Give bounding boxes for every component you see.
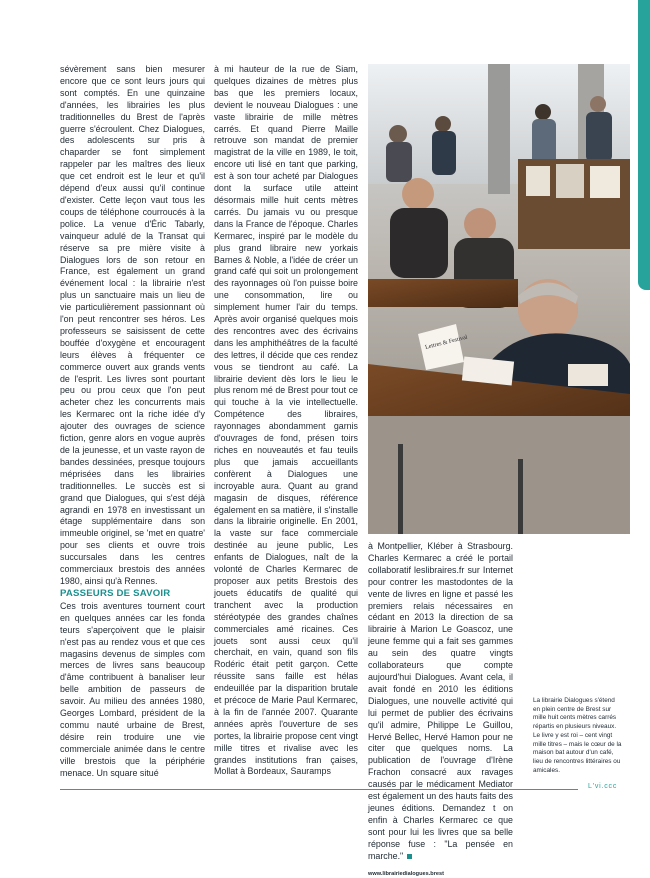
article-column-2	[214, 64, 358, 778]
article-paragraph: Ces trois aventures tournent court en quelques années car les fonda teurs s'aperçoivent que le plaisir n'est pas au rendez vous et que ces magasins devenus de simples com merces de livres sans beaucoup d'âme contribuent à banaliser leur belle ambition de passeurs de savoir. Au milieu des années 1980, Georges Lombard, président de la commu nauté urbaine de Brest, désire rein troduire une vie commerciale animée dans le centre ville brestois que la périphérie menace. Un square situé	[60, 600, 205, 778]
bookstore-cafe-photo	[368, 64, 630, 534]
article-paragraph	[368, 541, 513, 862]
article-paragraph-text: à Montpellier, Kléber à Strasbourg. Charles Kermarec a créé le portail collaboratif leslibraires.fr sur Internet pour contrer les mastodontes de la vente de livres en ligne et passé les premiers relais nécessaires en cédant en 2013 la direction de sa librairie à Marion Le Goascoz, une jeune femme qui a fait ses gammes au sein des quatre vingts collaborateurs que compte aujourd'hui Dialogues. Avant cela, il avait fondé en 2010 les éditions Dialogues, une nouvelle activité qui lui permet de publier des écrivains qu'il admire, Philippe Le Guillou, Hervé Bellec, Hervé Hamon pour ne citer que quelques noms. La publication de l'ouvrage d'Irène Frachon consacré aux ravages causés par le médicament Mediator est également un des hauts faits des jeunes éditions. Demandez t on enfin à Charles Kermarec ce que sont pour lui les livres que sa belle réponse fuse : "La pensée en marche."	[368, 541, 513, 861]
article-column-1	[60, 64, 205, 779]
article-column-3	[368, 541, 513, 878]
section-tab	[638, 0, 650, 290]
section-heading: PASSEURS DE SAVOIR	[60, 587, 171, 599]
article-paragraph: à mi hauteur de la rue de Siam, quelques dizaines de mètres plus bas que les premiers locaux, devient le nouveau Dialogues : une vaste librairie de mille mètres carrés. Et quand Pierre Maille retrouve son mandat de premier magistrat de la ville en 1989, le toit, encore uti lisé en tant que parking, est à son tour acheté par Dialogues dont la surface utile atteint désormais mille huit cents mètres carrés. Du jamais vu ou presque dans la France de l'époque. Charles Kermarec, inspiré par le modèle du plus grand libraire new yorkais Barnes & Noble, a l'idée de créer un grand café qui soit un prolongement des rayonnages où l'on puisse boire une consommation, lire ou simplement humer l'air du temps. Après avoir organisé quelques mois des rencontres avec des écrivains dans les amphithéâtres de la faculté des lettres, il décide que ces rendez vous se tiendront au café. La librairie devient dès lors le lieu le plus renom mé de Brest pour tout ce qui touche à la vie intellectuelle. Compétence des libraires, rayonnages abondamment garnis d'ouvrages de fond, présen toirs riches en nouveautés et fau teuils plus que jamais accueillants confèrent à Dialogues une incroyable aura. Quant au grand magasin de disques, référence également en sa matière, il s'installe dans la librairie originelle. En 2001, la vaste sur face commerciale destinée au jeune public, Les enfants de Dialogues, naît de la volonté de Charles Kermarec de proposer aux petits Brestois des jouets éducatifs de qualité qui tranchent avec la production stéréotypée des grandes chaînes commerciales amé ricaines. Ces jouets sont aussi ceux qu'il cherchait, en vain, quand son fils Rodéric était petit garçon. Cette réussite sans faille est hélas endeuillée par la disparition brutale et précoce de Marie Paul Kermarec, à la fin de l'année 2007. Quarante années après l'ouverture de ses portes, la librairie propose cent vingt mille titres et rivalise avec les grandes institutions fran çaises, Mollat à Bordeaux, Sauramps	[214, 64, 358, 777]
end-of-article-mark	[407, 854, 412, 859]
website-url: www.librairiedialogues.brest	[368, 871, 444, 878]
page-folio: L'vi.ccc	[588, 783, 618, 790]
photo-caption: La librairie Dialogues s'étend en plein centre de Brest sur mille huit cents mètres carrés répartis en plusieurs niveaux. Le livre y est roi – cent vingt mille titres – mais le cœur de la maison bat autour d'un café, lieu de rencontres littéraires ou amicales.	[533, 697, 622, 774]
table-sign-text: Lettres & Festival	[424, 334, 469, 351]
footer-divider	[60, 789, 578, 790]
article-paragraph: sévèrement sans bien mesurer encore que ce sont leurs jours qui sont comptés. En une quinzaine d'années, les librairies les plus traditionnelles du Brest de l'après guerre s'écroulent. Chez Dialogues, des adolescents sur pris à chaparder se font simplement rappeler par les maîtres des lieux que cet endroit est le leur et qu'il dépend d'eux aussi qu'il continue d'exister. Cette leçon vaut tous les coups de téléphone courroucés à la police. La venue d'Éric Tabarly, vainqueur adulé de la Transat qui réserve sa pre mière visite à Dialogues lors de son retour en France, est également un grand événement local : la librairie n'est plus un sanctuaire mais un lieu de vie particulièrement passionnant où l'on peut rencontrer ses héros. Les professeurs se saisissent de cette bouffée d'oxygène et encouragent leurs élèves à fréquenter ce commerce ouvert aux grands vents de l'esprit. Les livres sont pourtant peu ou prou ceux que l'on peut acheter chez les concurrents mais les Kermarec ont la riche idée d'y ajouter des ouvrages de science fiction, genre alors en vogue auprès de la jeunesse, et un vaste rayon de bandes dessinées, presque toujours méprisées dans les librairies traditionnelles. Le succès est si grand que Dialogues, qui s'est déjà agrandi en 1978 en investissant un étage supplémentaire dans son immeuble originel, se 'met en quatre' pour ses clients et ouvre trois succursales dans les centres commerciaux brestois des années 1980, ainsi qu'à Rennes.	[60, 64, 205, 586]
